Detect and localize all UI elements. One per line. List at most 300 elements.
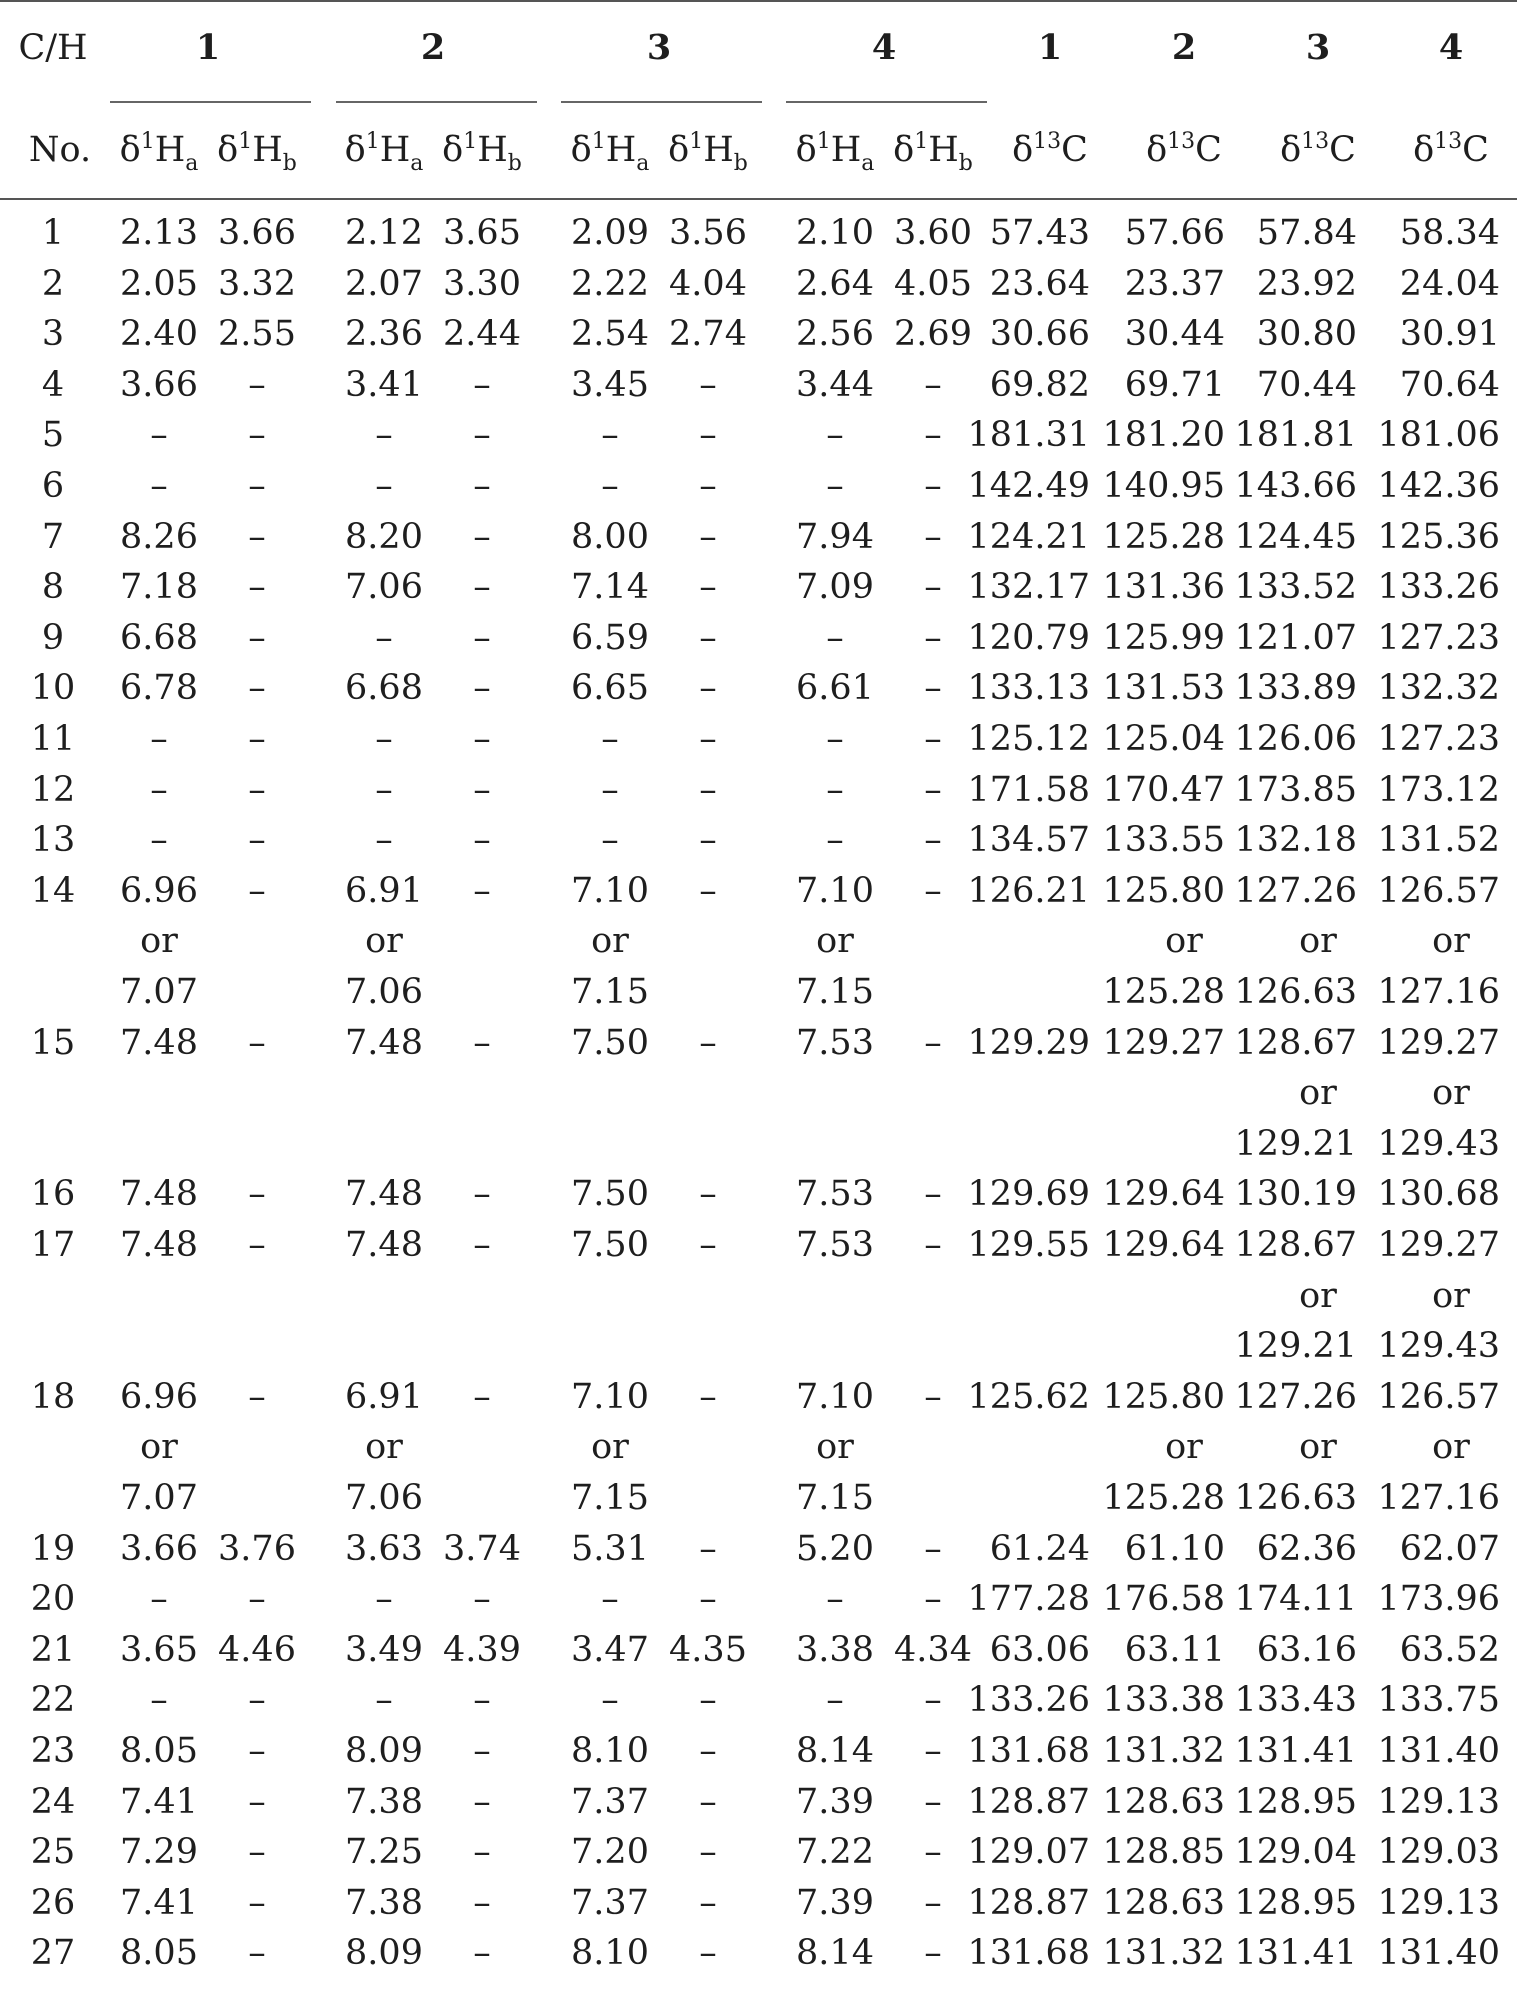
table-cell: 128.95 xyxy=(1234,1883,1357,1923)
table-cell: 2.54 xyxy=(571,314,649,354)
element-symbol: H xyxy=(830,130,862,170)
table-cell: 23.64 xyxy=(989,264,1090,304)
table-cell: 58.34 xyxy=(1399,213,1500,253)
table-cell: – xyxy=(375,1579,393,1619)
table-cell: 1 xyxy=(41,213,65,253)
table-cell: – xyxy=(375,415,393,455)
table-cell: – xyxy=(924,1174,942,1214)
group-rule-2 xyxy=(336,101,537,103)
table-cell: – xyxy=(375,820,393,860)
h-a-header-3 xyxy=(570,129,650,176)
table-cell: 128.63 xyxy=(1102,1782,1225,1822)
table-cell: 69.82 xyxy=(989,365,1090,405)
element-symbol: H xyxy=(928,130,959,170)
table-cell: 181.06 xyxy=(1377,415,1500,455)
table-cell: – xyxy=(699,1680,717,1720)
table-cell: – xyxy=(826,618,844,658)
table-cell: 131.40 xyxy=(1377,1933,1500,1973)
h-b-header-2 xyxy=(442,129,522,176)
table-cell: 7.48 xyxy=(345,1225,423,1265)
table-cell: or xyxy=(591,1427,629,1467)
table-cell: – xyxy=(924,1023,942,1063)
table-cell: – xyxy=(248,1883,266,1923)
table-cell: 173.12 xyxy=(1377,770,1500,810)
mass-number: 1 xyxy=(238,129,253,154)
delta-symbol: δ xyxy=(344,130,366,170)
table-cell: – xyxy=(473,1579,491,1619)
table-cell: 125.62 xyxy=(967,1377,1090,1417)
table-cell: 129.55 xyxy=(967,1225,1090,1265)
table-cell: 3.41 xyxy=(345,365,423,405)
table-cell: – xyxy=(150,1579,168,1619)
table-cell: – xyxy=(699,1174,717,1214)
table-cell: 17 xyxy=(30,1225,76,1265)
table-cell: 140.95 xyxy=(1102,466,1225,506)
table-cell: – xyxy=(924,365,942,405)
table-cell: 131.36 xyxy=(1102,567,1225,607)
table-cell: 7.15 xyxy=(796,972,874,1012)
table-cell: – xyxy=(473,1225,491,1265)
table-cell: 126.57 xyxy=(1377,871,1500,911)
table-cell: 4.04 xyxy=(669,264,747,304)
table-cell: 7.53 xyxy=(796,1174,874,1214)
table-cell: 177.28 xyxy=(967,1579,1090,1619)
table-cell: 8.20 xyxy=(345,517,423,557)
table-cell: 8 xyxy=(41,567,65,607)
table-cell: – xyxy=(473,1377,491,1417)
table-cell: 7.29 xyxy=(120,1832,198,1872)
table-cell: – xyxy=(826,1579,844,1619)
carbon-compound-header-3: 3 xyxy=(1305,27,1331,68)
table-cell: 132.17 xyxy=(967,567,1090,607)
table-cell: 63.16 xyxy=(1256,1630,1357,1670)
table-cell: 131.68 xyxy=(967,1933,1090,1973)
table-cell: – xyxy=(826,415,844,455)
table-cell: 6.61 xyxy=(796,668,874,708)
table-cell: 3.66 xyxy=(120,1529,198,1569)
group-rule-4 xyxy=(786,101,987,103)
table-cell: or xyxy=(591,921,629,961)
table-cell: or xyxy=(140,1427,178,1467)
table-cell: – xyxy=(473,770,491,810)
table-cell: 181.31 xyxy=(967,415,1090,455)
table-cell: 4 xyxy=(41,365,65,405)
table-cell: 127.16 xyxy=(1377,1478,1500,1518)
corner-top-label: C/H xyxy=(18,28,88,68)
mass-number: 1 xyxy=(914,129,929,154)
table-cell: – xyxy=(248,719,266,759)
table-cell: 63.52 xyxy=(1399,1630,1500,1670)
table-cell: 143.66 xyxy=(1234,466,1357,506)
table-cell: 5 xyxy=(41,415,65,455)
table-cell: 129.43 xyxy=(1377,1124,1500,1164)
table-cell: – xyxy=(375,770,393,810)
table-cell: or xyxy=(1432,1427,1470,1467)
table-cell: 131.41 xyxy=(1234,1731,1357,1771)
table-cell: 6.96 xyxy=(120,1377,198,1417)
group-rule-3 xyxy=(561,101,762,103)
table-cell: 171.58 xyxy=(967,770,1090,810)
table-cell: 6.68 xyxy=(120,618,198,658)
table-cell: – xyxy=(924,770,942,810)
table-cell: 19 xyxy=(30,1529,76,1569)
table-cell: or xyxy=(365,1427,403,1467)
table-cell: 133.52 xyxy=(1234,567,1357,607)
table-cell: 11 xyxy=(30,719,76,759)
table-cell: – xyxy=(248,1174,266,1214)
table-cell: 132.32 xyxy=(1377,668,1500,708)
table-cell: – xyxy=(473,415,491,455)
table-cell: 125.28 xyxy=(1102,1478,1225,1518)
table-cell: – xyxy=(699,871,717,911)
table-cell: 6.65 xyxy=(571,668,649,708)
table-cell: 3.66 xyxy=(120,365,198,405)
table-cell: – xyxy=(699,415,717,455)
table-cell: 131.32 xyxy=(1102,1933,1225,1973)
table-cell: 57.43 xyxy=(989,213,1090,253)
table-cell: 129.64 xyxy=(1102,1225,1225,1265)
table-cell: – xyxy=(924,719,942,759)
table-cell: – xyxy=(601,1680,619,1720)
carbon-compound-header-1: 1 xyxy=(1037,27,1063,68)
table-cell: 125.28 xyxy=(1102,972,1225,1012)
table-cell: 125.04 xyxy=(1102,719,1225,759)
table-cell: 7.48 xyxy=(345,1023,423,1063)
mass-number: 13 xyxy=(1301,129,1330,154)
compound-header-3: 3 xyxy=(646,27,672,68)
table-cell: 7 xyxy=(41,517,65,557)
table-cell: – xyxy=(924,1832,942,1872)
table-cell: 127.23 xyxy=(1377,618,1500,658)
table-cell: – xyxy=(826,1680,844,1720)
element-symbol: C xyxy=(1061,130,1088,170)
mass-number: 1 xyxy=(140,129,155,154)
table-cell: – xyxy=(248,415,266,455)
table-cell: – xyxy=(248,567,266,607)
table-cell: – xyxy=(248,1933,266,1973)
table-cell: 128.87 xyxy=(967,1782,1090,1822)
table-cell: 142.49 xyxy=(967,466,1090,506)
table-cell: 3.65 xyxy=(120,1630,198,1670)
table-cell: 3.30 xyxy=(443,264,521,304)
table-cell: 124.21 xyxy=(967,517,1090,557)
table-cell: 21 xyxy=(30,1630,76,1670)
table-cell: – xyxy=(699,466,717,506)
table-cell: – xyxy=(150,770,168,810)
table-cell: 7.06 xyxy=(345,567,423,607)
table-cell: 129.03 xyxy=(1377,1832,1500,1872)
table-cell: 8.05 xyxy=(120,1933,198,1973)
table-cell: 57.84 xyxy=(1256,213,1357,253)
corner-bottom-label: No. xyxy=(28,130,92,170)
table-cell: 3.65 xyxy=(443,213,521,253)
table-cell: 7.10 xyxy=(571,871,649,911)
table-cell: 134.57 xyxy=(967,820,1090,860)
table-cell: 23.92 xyxy=(1256,264,1357,304)
table-cell: 10 xyxy=(30,668,76,708)
table-cell: 63.06 xyxy=(989,1630,1090,1670)
table-cell: – xyxy=(699,365,717,405)
table-cell: 7.50 xyxy=(571,1225,649,1265)
table-cell: – xyxy=(699,567,717,607)
top-rule xyxy=(0,0,1517,2)
table-cell: 7.38 xyxy=(345,1883,423,1923)
table-cell: or xyxy=(1299,1276,1337,1316)
table-cell: – xyxy=(699,1579,717,1619)
element-symbol: C xyxy=(1462,130,1489,170)
table-cell: – xyxy=(473,719,491,759)
table-cell: 7.50 xyxy=(571,1023,649,1063)
table-cell: 6.78 xyxy=(120,668,198,708)
table-cell: – xyxy=(473,567,491,607)
table-cell: 133.26 xyxy=(1377,567,1500,607)
table-cell: 129.13 xyxy=(1377,1883,1500,1923)
table-cell: 125.80 xyxy=(1102,871,1225,911)
table-cell: 69.71 xyxy=(1124,365,1225,405)
table-cell: 8.10 xyxy=(571,1933,649,1973)
table-cell: 126.21 xyxy=(967,871,1090,911)
table-cell: 2.07 xyxy=(345,264,423,304)
table-cell: 3.56 xyxy=(669,213,747,253)
table-cell: 30.44 xyxy=(1124,314,1225,354)
table-cell: or xyxy=(1165,921,1203,961)
table-cell: – xyxy=(150,415,168,455)
table-cell: 133.43 xyxy=(1234,1680,1357,1720)
table-cell: – xyxy=(150,1680,168,1720)
table-cell: 5.20 xyxy=(796,1529,874,1569)
table-cell: 133.89 xyxy=(1234,668,1357,708)
table-cell: 7.06 xyxy=(345,1478,423,1518)
table-cell: 3.49 xyxy=(345,1630,423,1670)
table-cell: 24.04 xyxy=(1399,264,1500,304)
table-cell: 12 xyxy=(30,770,76,810)
table-cell: 7.10 xyxy=(571,1377,649,1417)
delta-symbol: δ xyxy=(795,130,817,170)
table-cell: 7.25 xyxy=(345,1832,423,1872)
carbon-compound-header-4: 4 xyxy=(1438,27,1464,68)
table-cell: or xyxy=(1432,921,1470,961)
table-cell: 133.38 xyxy=(1102,1680,1225,1720)
table-cell: – xyxy=(699,1225,717,1265)
table-cell: – xyxy=(248,1377,266,1417)
h-a-header-4 xyxy=(795,129,875,176)
table-cell: 132.18 xyxy=(1234,820,1357,860)
table-cell: – xyxy=(473,871,491,911)
table-cell: 7.39 xyxy=(796,1883,874,1923)
table-cell: 124.45 xyxy=(1234,517,1357,557)
table-cell: 2.44 xyxy=(443,314,521,354)
table-cell: 3.32 xyxy=(218,264,296,304)
table-cell: or xyxy=(1432,1276,1470,1316)
table-cell: – xyxy=(699,618,717,658)
proton-subscript: b xyxy=(282,151,297,176)
table-cell: 26 xyxy=(30,1883,76,1923)
table-cell: 129.64 xyxy=(1102,1174,1225,1214)
table-cell: 2.74 xyxy=(669,314,747,354)
table-cell: – xyxy=(699,1782,717,1822)
table-cell: 61.10 xyxy=(1124,1529,1225,1569)
proton-subscript: a xyxy=(185,151,199,176)
table-cell: 128.67 xyxy=(1234,1023,1357,1063)
table-cell: – xyxy=(924,415,942,455)
table-cell: 7.39 xyxy=(796,1782,874,1822)
group-rule-1 xyxy=(110,101,311,103)
table-cell: 3.44 xyxy=(796,365,874,405)
table-cell: 131.68 xyxy=(967,1731,1090,1771)
table-cell: – xyxy=(473,1782,491,1822)
table-cell: – xyxy=(473,1023,491,1063)
table-cell: 131.41 xyxy=(1234,1933,1357,1973)
table-cell: 7.15 xyxy=(571,972,649,1012)
table-cell: – xyxy=(473,1883,491,1923)
table-cell: 30.66 xyxy=(989,314,1090,354)
table-cell: 8.14 xyxy=(796,1933,874,1973)
table-cell: 7.41 xyxy=(120,1782,198,1822)
table-cell: 181.20 xyxy=(1102,415,1225,455)
table-cell: – xyxy=(699,1832,717,1872)
proton-subscript: a xyxy=(636,151,650,176)
table-cell: 2.36 xyxy=(345,314,423,354)
table-cell: 120.79 xyxy=(967,618,1090,658)
table-cell: 8.10 xyxy=(571,1731,649,1771)
table-cell: 63.11 xyxy=(1124,1630,1225,1670)
table-cell: 129.21 xyxy=(1234,1326,1357,1366)
table-cell: – xyxy=(699,1731,717,1771)
table-cell: 7.37 xyxy=(571,1782,649,1822)
table-cell: 7.09 xyxy=(796,567,874,607)
table-cell: 128.95 xyxy=(1234,1782,1357,1822)
table-cell: 22 xyxy=(30,1680,76,1720)
table-cell: 23 xyxy=(30,1731,76,1771)
table-cell: or xyxy=(816,921,854,961)
table-cell: 7.53 xyxy=(796,1225,874,1265)
table-cell: 7.94 xyxy=(796,517,874,557)
table-cell: 7.37 xyxy=(571,1883,649,1923)
table-cell: – xyxy=(248,1225,266,1265)
table-cell: 125.36 xyxy=(1377,517,1500,557)
element-symbol: H xyxy=(703,130,734,170)
table-cell: 129.27 xyxy=(1102,1023,1225,1063)
table-cell: 2.64 xyxy=(796,264,874,304)
delta-symbol: δ xyxy=(442,130,464,170)
table-cell: 173.96 xyxy=(1377,1579,1500,1619)
table-cell: 70.64 xyxy=(1399,365,1500,405)
table-cell: 4.39 xyxy=(443,1630,521,1670)
table-cell: or xyxy=(1432,1073,1470,1113)
table-cell: – xyxy=(924,567,942,607)
table-cell: or xyxy=(816,1427,854,1467)
table-cell: 8.14 xyxy=(796,1731,874,1771)
table-cell: 174.11 xyxy=(1234,1579,1357,1619)
table-cell: 181.81 xyxy=(1234,415,1357,455)
table-cell: – xyxy=(473,1174,491,1214)
table-cell: 7.20 xyxy=(571,1832,649,1872)
element-symbol: H xyxy=(252,130,283,170)
table-cell: 14 xyxy=(30,871,76,911)
table-cell: 25 xyxy=(30,1832,76,1872)
table-cell: – xyxy=(248,1579,266,1619)
mass-number: 1 xyxy=(463,129,478,154)
table-cell: 130.68 xyxy=(1377,1174,1500,1214)
compound-header-4: 4 xyxy=(871,27,897,68)
table-cell: – xyxy=(699,770,717,810)
table-cell: 7.48 xyxy=(120,1225,198,1265)
compound-header-1: 1 xyxy=(195,27,221,68)
element-symbol: H xyxy=(154,130,186,170)
table-cell: 173.85 xyxy=(1234,770,1357,810)
mass-number: 13 xyxy=(1434,129,1463,154)
table-cell: 131.40 xyxy=(1377,1731,1500,1771)
table-cell: – xyxy=(699,1023,717,1063)
table-cell: 7.15 xyxy=(796,1478,874,1518)
table-cell: 18 xyxy=(30,1377,76,1417)
proton-subscript: b xyxy=(507,151,522,176)
table-cell: or xyxy=(1299,1073,1337,1113)
table-cell: 131.53 xyxy=(1102,668,1225,708)
table-cell: 125.80 xyxy=(1102,1377,1225,1417)
table-cell: 129.69 xyxy=(967,1174,1090,1214)
table-cell: – xyxy=(924,1529,942,1569)
table-cell: – xyxy=(924,466,942,506)
table-cell: 2 xyxy=(41,264,65,304)
table-cell: 7.18 xyxy=(120,567,198,607)
table-cell: – xyxy=(473,1680,491,1720)
table-cell: 129.07 xyxy=(967,1832,1090,1872)
table-cell: 127.26 xyxy=(1234,871,1357,911)
table-cell: 6 xyxy=(41,466,65,506)
h-b-header-1 xyxy=(217,129,297,176)
table-cell: 2.56 xyxy=(796,314,874,354)
table-cell: 62.36 xyxy=(1256,1529,1357,1569)
table-cell: 2.13 xyxy=(120,213,198,253)
proton-subscript: a xyxy=(410,151,424,176)
table-cell: – xyxy=(248,770,266,810)
table-cell: 125.28 xyxy=(1102,517,1225,557)
table-cell: 4.05 xyxy=(894,264,972,304)
table-cell: – xyxy=(248,618,266,658)
table-cell: 133.13 xyxy=(967,668,1090,708)
proton-subscript: b xyxy=(733,151,748,176)
table-cell: 2.12 xyxy=(345,213,423,253)
table-cell: – xyxy=(150,466,168,506)
table-cell: – xyxy=(375,466,393,506)
table-cell: – xyxy=(699,1529,717,1569)
table-cell: 57.66 xyxy=(1124,213,1225,253)
table-cell: – xyxy=(473,820,491,860)
h-a-header-1 xyxy=(119,129,199,176)
table-cell: 133.26 xyxy=(967,1680,1090,1720)
table-cell: 3.47 xyxy=(571,1630,649,1670)
table-cell: 6.91 xyxy=(345,871,423,911)
table-cell: 3.63 xyxy=(345,1529,423,1569)
element-symbol: H xyxy=(605,130,637,170)
table-cell: – xyxy=(699,1883,717,1923)
table-cell: 176.58 xyxy=(1102,1579,1225,1619)
table-cell: – xyxy=(473,365,491,405)
mass-number: 13 xyxy=(1033,129,1062,154)
delta-symbol: δ xyxy=(893,130,915,170)
table-cell: 131.52 xyxy=(1377,820,1500,860)
table-cell: – xyxy=(248,1832,266,1872)
table-cell: 3 xyxy=(41,314,65,354)
table-cell: – xyxy=(248,1680,266,1720)
table-cell: 133.55 xyxy=(1102,820,1225,860)
delta-symbol: δ xyxy=(1012,130,1034,170)
table-cell: 15 xyxy=(30,1023,76,1063)
element-symbol: H xyxy=(477,130,508,170)
table-cell: – xyxy=(924,1883,942,1923)
table-cell: – xyxy=(826,719,844,759)
